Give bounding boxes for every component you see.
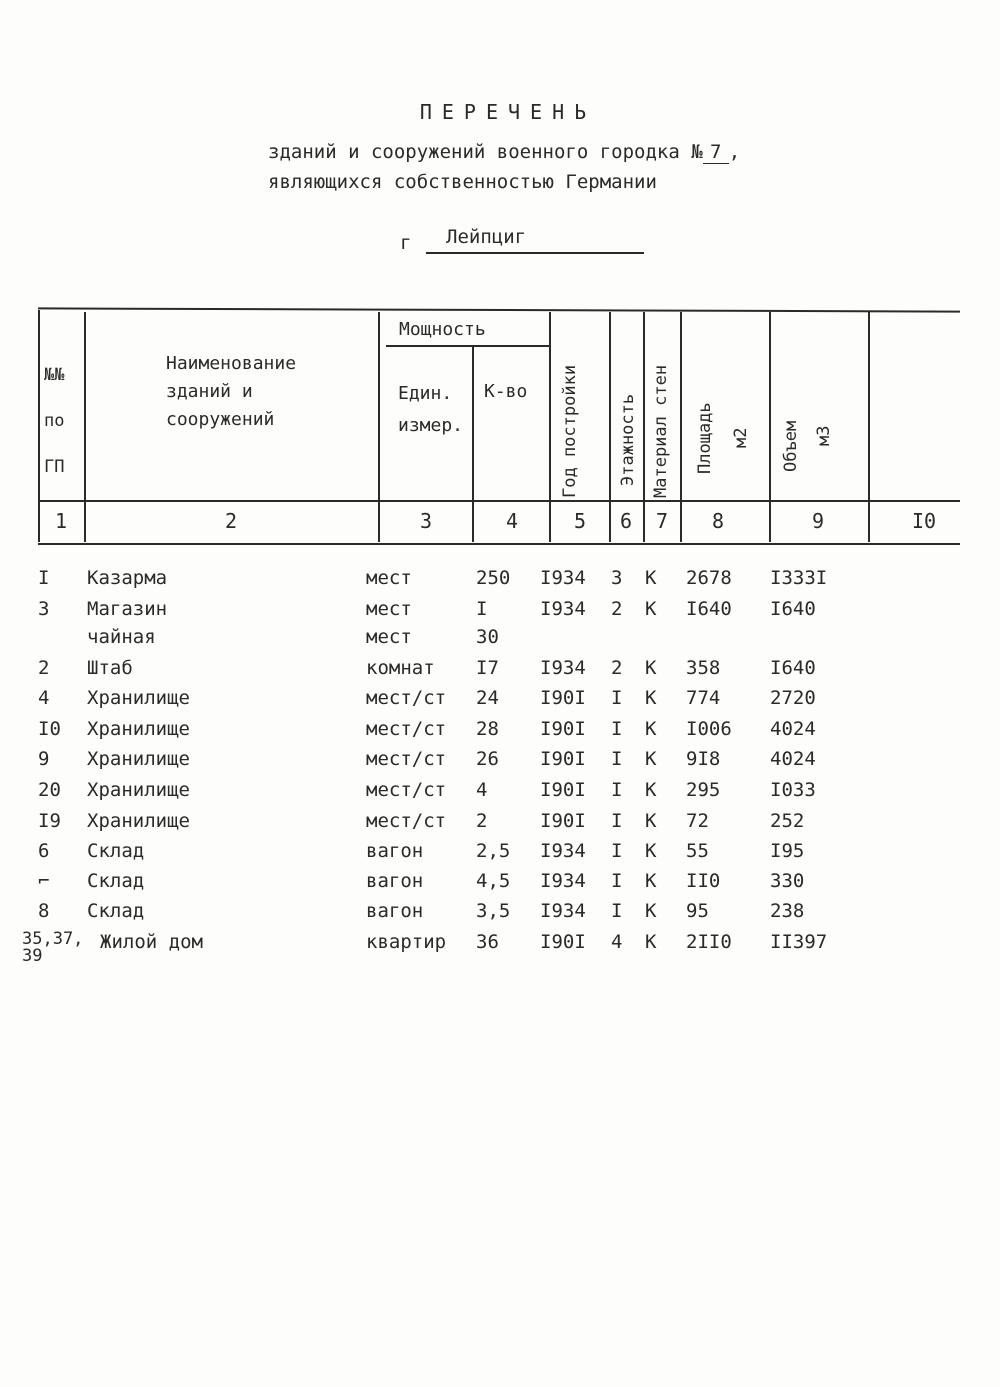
cell-volume: I95	[770, 840, 805, 862]
cell-name: чайная	[87, 626, 156, 648]
header-year: Год постройки	[560, 364, 580, 498]
col-divider-2	[378, 312, 380, 542]
col-number-2: 2	[224, 509, 238, 533]
cell-gp: 8	[38, 900, 50, 922]
col-divider-1	[84, 312, 86, 542]
col-number-7: 7	[655, 509, 669, 533]
cell-area: 358	[686, 657, 721, 679]
cell-floors: 2	[611, 598, 623, 620]
cell-material: К	[645, 840, 657, 862]
header-gp: №№ по ГП	[44, 365, 65, 477]
cell-qty: 2	[476, 810, 488, 832]
cell-gp: 6	[38, 840, 50, 862]
cell-floors: 2	[611, 657, 623, 679]
header-qty: К-во	[484, 381, 528, 402]
col-number-9: 9	[811, 509, 825, 533]
cell-volume: 252	[770, 810, 805, 832]
cell-qty: 2,5	[476, 840, 511, 862]
cell-qty: 28	[476, 718, 499, 740]
cell-year: I90I	[540, 779, 586, 801]
cell-material: К	[645, 598, 657, 620]
cell-volume: 238	[770, 900, 805, 922]
cell-volume: 330	[770, 870, 805, 892]
cell-year: I90I	[540, 931, 586, 953]
subtitle-suffix: ,	[728, 141, 741, 163]
cell-unit: вагон	[366, 900, 424, 922]
cell-material: К	[645, 657, 657, 679]
cell-gp: I0	[38, 718, 61, 740]
cell-year: I934	[540, 840, 586, 862]
cell-name: Хранилище	[87, 810, 190, 832]
cell-name: Склад	[87, 900, 145, 922]
cell-area: I640	[686, 598, 732, 620]
cell-area: I006	[686, 718, 732, 740]
cell-floors: I	[611, 687, 623, 709]
cell-floors: I	[611, 900, 623, 922]
cell-qty: I	[476, 598, 488, 620]
table-row	[0, 685, 1000, 715]
header-name: Наименование зданий и сооружений	[166, 353, 297, 430]
cell-area: 9I8	[686, 748, 721, 770]
city-prefix: г	[400, 232, 412, 254]
cell-unit: мест	[366, 598, 412, 620]
cell-gp: ⌐	[38, 870, 50, 892]
header-area-unit: м2	[731, 427, 751, 448]
table-header-bottom-border	[38, 500, 960, 502]
cell-gp: I9	[38, 810, 61, 832]
cell-unit: квартир	[366, 931, 447, 953]
table-row	[0, 929, 1000, 966]
cell-qty: 30	[476, 626, 499, 648]
cell-year: I934	[540, 870, 586, 892]
col-divider-6	[643, 312, 645, 542]
cell-year: I934	[540, 567, 586, 589]
cell-area: II0	[686, 870, 721, 892]
cell-unit: мест/ст	[366, 687, 447, 709]
table-numbers-bottom-border	[38, 543, 960, 545]
cell-area: 95	[686, 900, 709, 922]
cell-volume: 4024	[770, 748, 816, 770]
cell-year: I90I	[540, 810, 586, 832]
cell-year: I90I	[540, 687, 586, 709]
cell-floors: I	[611, 718, 623, 740]
cell-volume: I640	[770, 657, 816, 679]
cell-material: К	[645, 810, 657, 832]
cell-material: К	[645, 931, 657, 953]
cell-area: 774	[686, 687, 721, 709]
table-row	[0, 596, 1000, 626]
cell-floors: I	[611, 870, 623, 892]
cell-qty: 4,5	[476, 870, 511, 892]
cell-unit: мест/ст	[366, 810, 447, 832]
cell-volume: II397	[770, 931, 828, 953]
table-row	[0, 624, 1000, 654]
cell-floors: 4	[611, 931, 623, 953]
cell-material: К	[645, 900, 657, 922]
cell-gp: 20	[38, 779, 61, 801]
document-subtitle-line2: являющихся собственностью Германии	[268, 171, 657, 193]
col-divider-9	[868, 312, 870, 542]
cell-floors: I	[611, 810, 623, 832]
cell-year: I934	[540, 657, 586, 679]
col-number-4: 4	[505, 509, 519, 533]
cell-name: Склад	[87, 870, 145, 892]
cell-gp: 3	[38, 598, 50, 620]
cell-unit: мест	[366, 626, 412, 648]
cell-name: Казарма	[87, 567, 168, 589]
header-volume-unit: м3	[814, 425, 834, 446]
cell-name: Магазин	[87, 598, 168, 620]
cell-year: I934	[540, 598, 586, 620]
subtitle-prefix: зданий и сооружений военного городка №	[268, 141, 703, 163]
cell-material: К	[645, 567, 657, 589]
cell-name: Штаб	[87, 657, 133, 679]
cell-material: К	[645, 779, 657, 801]
capacity-divider	[386, 345, 550, 347]
cell-unit: мест/ст	[366, 748, 447, 770]
col-number-6: 6	[619, 509, 633, 533]
cell-qty: 3,5	[476, 900, 511, 922]
table-row	[0, 655, 1000, 685]
cell-material: К	[645, 687, 657, 709]
cell-material: К	[645, 870, 657, 892]
cell-gp: 4	[38, 687, 50, 709]
table-row	[0, 898, 1000, 928]
cell-gp: 35,37, 39	[22, 929, 84, 966]
col-divider-7	[680, 312, 682, 542]
cell-year: I90I	[540, 748, 586, 770]
table-row	[0, 746, 1000, 776]
cell-volume: 2720	[770, 687, 816, 709]
col-number-3: 3	[419, 509, 433, 533]
col-divider-5	[609, 312, 611, 542]
header-unit: Един. измер.	[398, 383, 464, 436]
table-row	[0, 565, 1000, 595]
city-name: Лейпциг	[426, 226, 644, 254]
town-number: 7	[703, 141, 729, 164]
header-capacity: Мощность	[399, 319, 486, 340]
cell-qty: 250	[476, 567, 511, 589]
cell-unit: мест/ст	[366, 718, 447, 740]
cell-gp: 2	[38, 657, 50, 679]
col-number-10: I0	[911, 509, 937, 533]
cell-name: Жилой дом	[100, 931, 203, 953]
table-row	[0, 838, 1000, 868]
cell-volume: I333I	[770, 567, 828, 589]
cell-name: Хранилище	[87, 779, 190, 801]
col-number-5: 5	[573, 509, 587, 533]
cell-volume: I640	[770, 598, 816, 620]
cell-area: 2II0	[686, 931, 732, 953]
col-divider-8	[769, 312, 771, 542]
cell-volume: 4024	[770, 718, 816, 740]
document-title: ПЕРЕЧЕНЬ	[419, 100, 597, 124]
cell-year: I90I	[540, 718, 586, 740]
cell-floors: I	[611, 779, 623, 801]
header-floors: Этажность	[618, 393, 638, 486]
col-number-1: 1	[54, 509, 68, 533]
cell-year: I934	[540, 900, 586, 922]
cell-material: К	[645, 748, 657, 770]
table-row	[0, 777, 1000, 807]
cell-qty: 26	[476, 748, 499, 770]
table-row	[0, 868, 1000, 898]
cell-name: Склад	[87, 840, 145, 862]
header-material: Материал стен	[651, 364, 671, 498]
cell-volume: I033	[770, 779, 816, 801]
cell-area: 55	[686, 840, 709, 862]
cell-qty: 24	[476, 687, 499, 709]
cell-area: 2678	[686, 567, 732, 589]
cell-floors: I	[611, 748, 623, 770]
document-subtitle-line1	[268, 141, 740, 164]
cell-unit: комнат	[366, 657, 435, 679]
cell-unit: мест/ст	[366, 779, 447, 801]
cell-unit: вагон	[366, 870, 424, 892]
cell-qty: 36	[476, 931, 499, 953]
col-divider-4	[549, 312, 551, 542]
cell-area: 72	[686, 810, 709, 832]
cell-floors: 3	[611, 567, 623, 589]
cell-gp: 9	[38, 748, 50, 770]
cell-name: Хранилище	[87, 687, 190, 709]
table-row	[0, 716, 1000, 746]
cell-floors: I	[611, 840, 623, 862]
cell-gp: I	[38, 567, 50, 589]
cell-unit: вагон	[366, 840, 424, 862]
header-area: Площадь	[695, 402, 715, 474]
cell-name: Хранилище	[87, 718, 190, 740]
cell-area: 295	[686, 779, 721, 801]
cell-qty: I7	[476, 657, 499, 679]
cell-unit: мест	[366, 567, 412, 589]
cell-name: Хранилище	[87, 748, 190, 770]
col-number-8: 8	[711, 509, 725, 533]
table-row	[0, 808, 1000, 838]
col-divider-3	[472, 346, 474, 542]
cell-qty: 4	[476, 779, 488, 801]
table-left-border	[38, 310, 40, 542]
cell-material: К	[645, 718, 657, 740]
table-top-border	[38, 307, 960, 312]
header-volume: Объем	[781, 420, 801, 472]
